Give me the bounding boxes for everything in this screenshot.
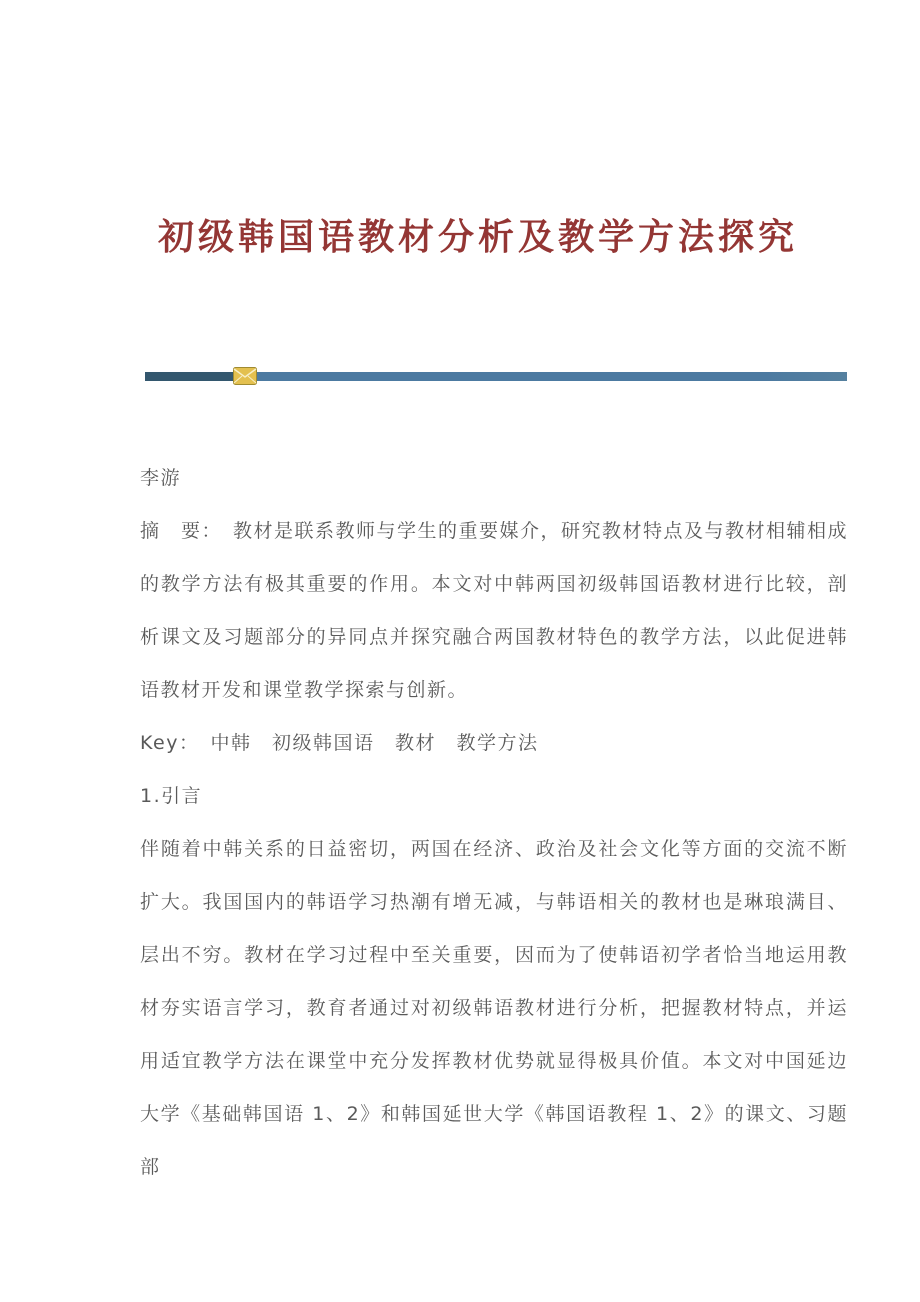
abstract-paragraph: 摘 要： 教材是联系教师与学生的重要媒介，研究教材特点及与教材相辅相成的教学方法有极其重要的作用。本文对中韩两国初级韩国语教材进行比较，剖析课文及习题部分的异同点并探究融合两国教材特色的教学方法，以此促进韩语教材开发和课堂教学探索与创新。 [140,520,849,701]
author-name: 李游 [140,467,182,489]
title-divider-bar [145,372,847,381]
section-heading: 1.引言 [140,785,203,807]
keywords-line: Key： 中韩 初级韩国语 教材 教学方法 [140,732,539,754]
envelope-icon [233,367,257,385]
article-title: 初级韩国语教材分析及教学方法探究 [158,217,799,258]
section-paragraph: 伴随着中韩关系的日益密切，两国在经济、政治及社会文化等方面的交流不断扩大。我国国内的韩语学习热潮有增无减，与韩语相关的教材也是琳琅满目、层出不穷。教材在学习过程中至关重要，因而为了使韩语初学者恰当地运用教材夯实语言学习，教育者通过对初级韩语教材进行分析，把握教材特点，并运用适宜教学方法在课堂中充分发挥教材优势就显得极具价值。本文对中国延边大学《基础韩国语 1、2》和韩国延世大学《韩国语教程 1、2》的课文、习题部 [140,838,848,1178]
article-body [140,452,848,1194]
